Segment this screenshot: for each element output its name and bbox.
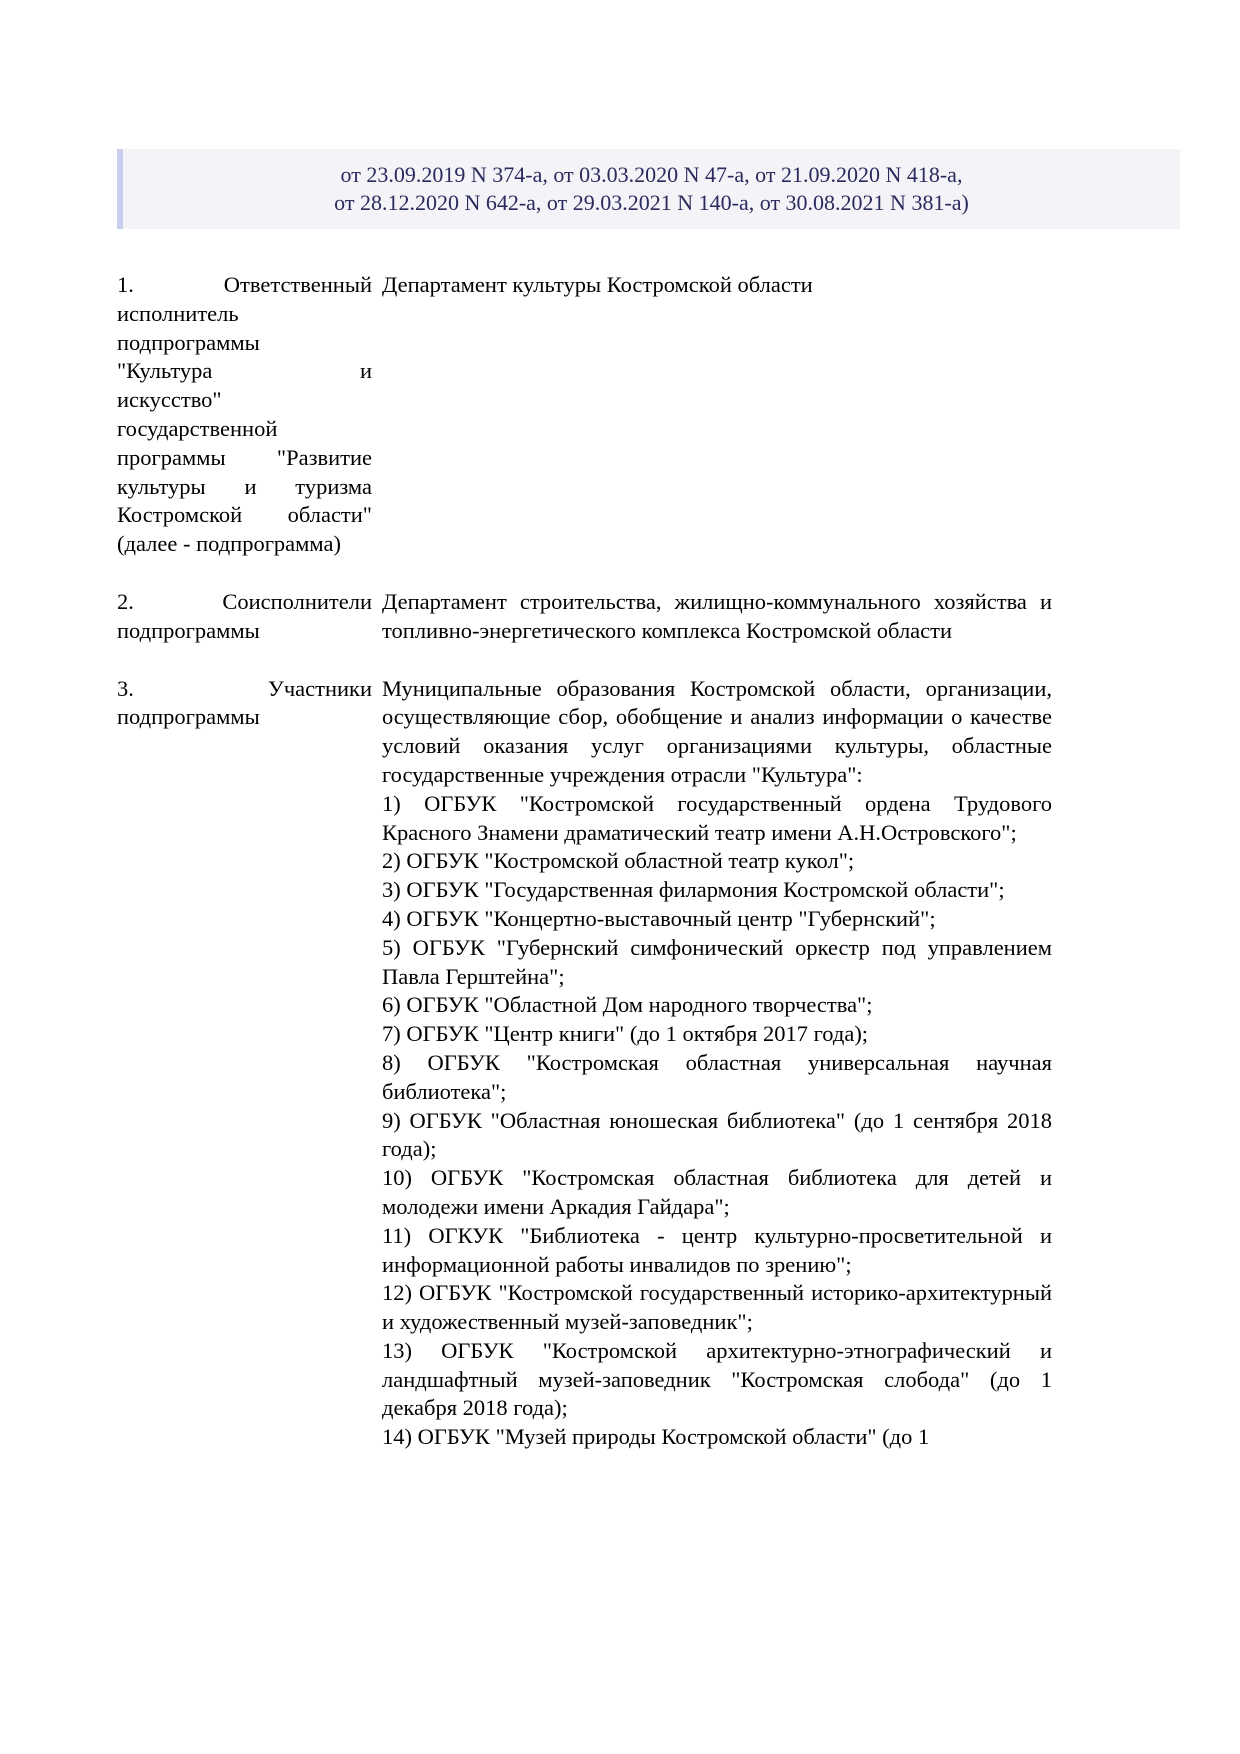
notice-line-2: от 28.12.2020 N 642-а, от 29.03.2021 N 140-а, от 30.08.2021 N 381-а)	[334, 190, 969, 215]
label-line: "Культура и	[117, 358, 372, 384]
row-value	[382, 271, 1052, 300]
participant-item: 4) ОГБУК "Концертно-выставочный центр "Губернский";	[382, 905, 936, 931]
passport-row-responsible-executor	[117, 271, 1052, 559]
participant-item: 2) ОГБУК "Костромской областной театр кукол";	[382, 848, 855, 874]
label-line: государственной	[117, 415, 278, 441]
row-number: 2.	[117, 588, 134, 614]
participant-item: 1) ОГБУК "Костромской государственный ордена Трудового Красного Знамени драматический театр имени А.Н.Островского";	[382, 790, 1052, 845]
participants-intro: Муниципальные образования Костромской области, организации, осуществляющие сбор, обобщение и анализ информации о качестве условий оказания услуг организациями культуры, областные государственные учреждения отрасли "Культура":	[382, 675, 1052, 787]
label-line: (далее - подпрограмма)	[117, 531, 341, 557]
row-label	[117, 271, 382, 559]
label-line: искусство"	[117, 387, 222, 413]
passport-row-participants	[117, 675, 1052, 1453]
label-line: Костромской области"	[117, 502, 372, 528]
label-line: культуры и туризма	[117, 473, 372, 499]
row-label	[117, 588, 382, 646]
participant-item: 5) ОГБУК "Губернский симфонический оркестр под управлением Павла Герштейна";	[382, 934, 1052, 989]
label-line: исполнитель	[117, 300, 239, 326]
amendments-notice	[117, 149, 1180, 229]
participant-item: 12) ОГБУК "Костромской государственный историко-архитектурный и художественный музей-заповедник";	[382, 1280, 1052, 1335]
participant-item: 9) ОГБУК "Областная юношеская библиотека" (до 1 сентября 2018 года);	[382, 1107, 1052, 1162]
participant-item: 11) ОГКУК "Библиотека - центр культурно-просветительной и информационной работы инвалидов по зрению";	[382, 1222, 1052, 1277]
row-label-first-word: Ответственный	[223, 272, 372, 297]
label-line: программы "Развитие	[117, 444, 372, 470]
participant-item: 6) ОГБУК "Областной Дом народного творчества";	[382, 992, 873, 1018]
responsible-executor-value: Департамент культуры Костромской области	[382, 272, 813, 297]
label-line: подпрограммы	[117, 617, 260, 643]
row-label	[117, 675, 382, 733]
participant-item: 7) ОГБУК "Центр книги" (до 1 октября 2017 года);	[382, 1021, 869, 1047]
subprogram-passport-table	[117, 271, 1052, 1481]
row-value	[382, 588, 1052, 646]
participant-item: 13) ОГБУК "Костромской архитектурно-этнографический и ландшафтный музей-заповедник "Костромская слобода" (до 1 декабря 2018 года);	[382, 1337, 1052, 1421]
participant-item: 8) ОГБУК "Костромская областная универсальная научная библиотека";	[382, 1049, 1052, 1104]
row-label-first-word: Участники	[267, 675, 372, 701]
participant-item: 14) ОГБУК "Музей природы Костромской области" (до 1	[382, 1424, 930, 1450]
notice-line-1: от 23.09.2019 N 374-а, от 03.03.2020 N 47-а, от 21.09.2020 N 418-а,	[340, 162, 963, 187]
row-number: 3.	[117, 675, 134, 701]
label-line: подпрограммы	[117, 329, 260, 355]
passport-row-co-executors	[117, 588, 1052, 646]
participant-item: 3) ОГБУК "Государственная филармония Костромской области";	[382, 877, 1005, 903]
row-number: 1.	[117, 272, 134, 297]
participant-item: 10) ОГБУК "Костромская областная библиотека для детей и молодежи имени Аркадия Гайдара";	[382, 1165, 1052, 1219]
co-executors-value: Департамент строительства, жилищно-коммунального хозяйства и топливно-энергетического комплекса Костромской области	[382, 588, 1052, 643]
row-value	[382, 675, 1052, 1453]
row-label-first-word: Соисполнители	[222, 588, 372, 614]
label-line: подпрограммы	[117, 704, 260, 730]
